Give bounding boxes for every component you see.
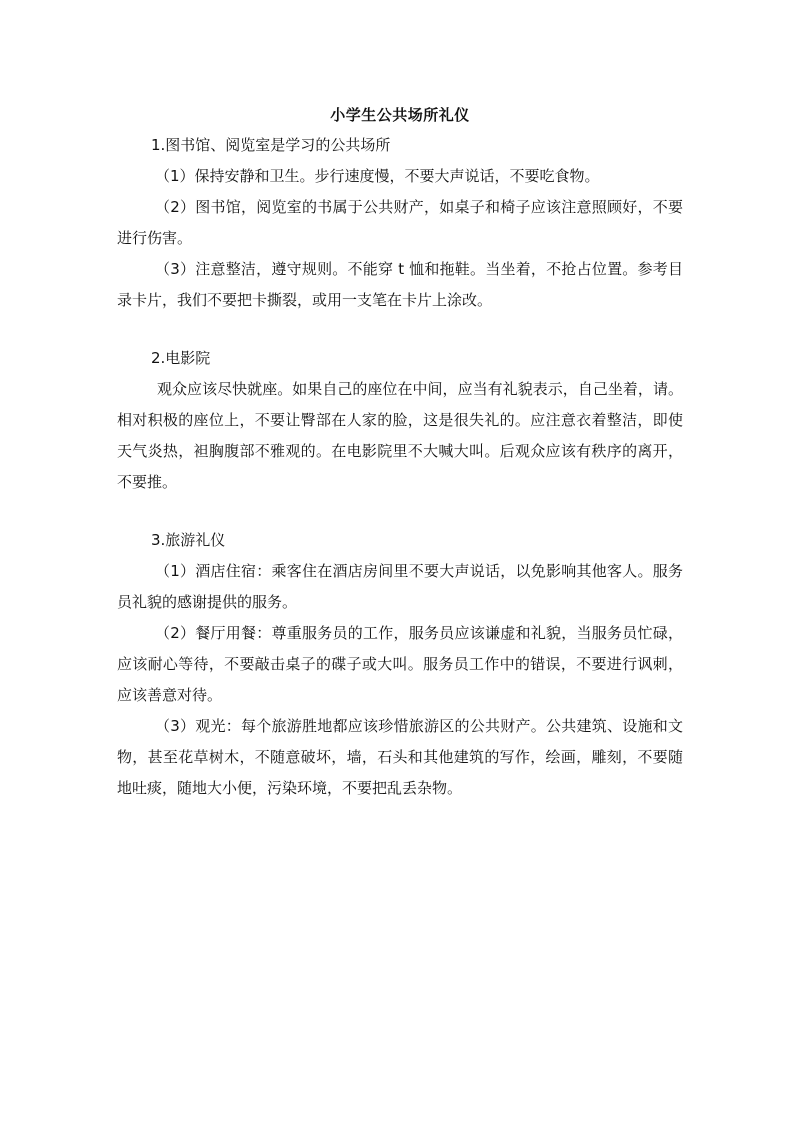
document-title: 小学生公共场所礼仪: [330, 106, 470, 124]
paragraph: （3）观光：每个旅游胜地都应该珍惜旅游区的公共财产。公共建筑、设施和文物，甚至花草树木，不随意破坏，墙，石头和其他建筑的写作，绘画，雕刻，不要随地吐痰，随地大小便，污染环境，不要把乱丢杂物。: [117, 717, 683, 797]
paragraph: （1）保持安静和卫生。步行速度慢，不要大声说话，不要吃食物。: [155, 167, 600, 185]
paragraph: （3）注意整洁，遵守规则。不能穿 t 恤和拖鞋。当坐着，不抢占位置。参考目录卡片，我们不要把卡撕裂，或用一支笔在卡片上涂改。: [117, 260, 683, 309]
section-cinema: [117, 343, 683, 498]
paragraph: （2）图书馆，阅览室的书属于公共财产，如桌子和椅子应该注意照顾好，不要进行伤害。: [117, 198, 683, 247]
paragraph: 观众应该尽快就座。如果自己的座位在中间，应当有礼貌表示，自己坐着，请。相对积极的座位上，不要让臀部在人家的脸，这是很失礼的。应注意衣着整洁，即使天气炎热，袒胸腹部不雅观的。在电影院里不大喊大叫。后观众应该有秩序的离开，不要推。: [117, 380, 683, 491]
section-heading: 3.旅游礼仪: [151, 531, 226, 549]
section-spacer: [117, 316, 683, 343]
section-travel: [117, 525, 683, 804]
section-heading: 1.图书馆、阅览室是学习的公共场所: [151, 136, 391, 154]
paragraph: （2）餐厅用餐：尊重服务员的工作，服务员应该谦虚和礼貌，当服务员忙碌，应该耐心等待，不要敲击桌子的碟子或大叫。服务员工作中的错误，不要进行讽刺，应该善意对待。: [117, 624, 683, 704]
paragraph: （1）酒店住宿：乘客住在酒店房间里不要大声说话，以免影响其他客人。服务员礼貌的感谢提供的服务。: [117, 562, 683, 611]
section-library: [117, 130, 683, 316]
document-page: [117, 100, 683, 804]
section-heading: 2.电影院: [151, 349, 211, 367]
section-spacer: [117, 498, 683, 525]
